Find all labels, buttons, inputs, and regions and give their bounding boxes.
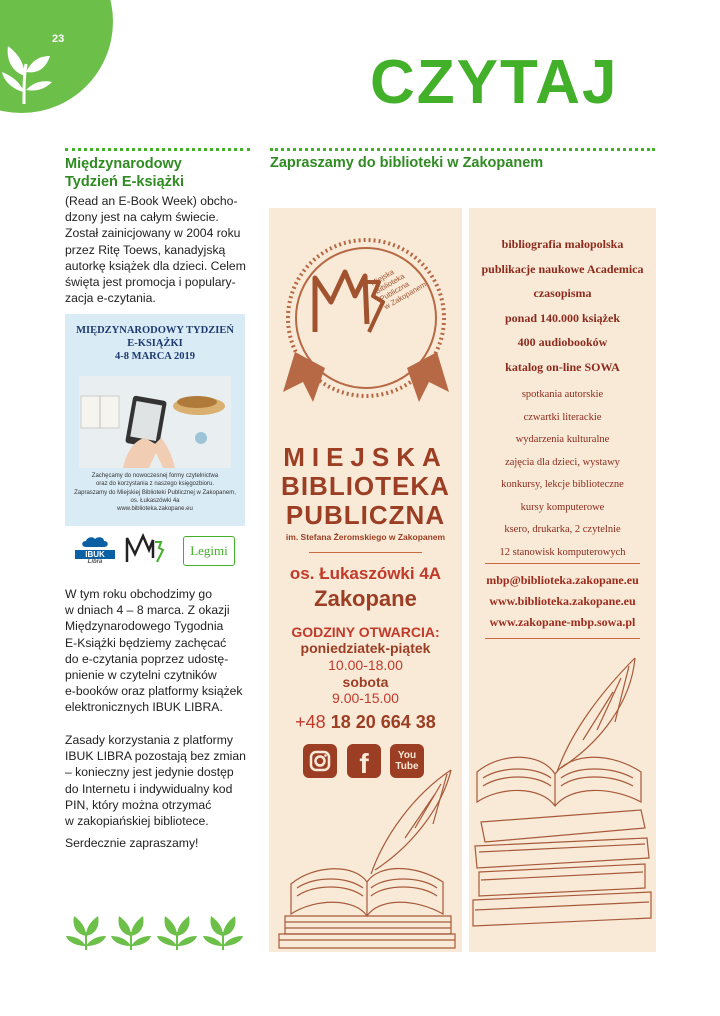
stacked-books-illustration (471, 652, 655, 948)
library-city: Zakopane (314, 586, 417, 611)
catalog-link[interactable]: www.zakopane-mbp.sowa.pl (489, 615, 636, 629)
library-patron: im. Stefana Żeromskiego w Zakopanem (285, 532, 446, 542)
library-heading: Zapraszamy do biblioteki w Zakopanem (270, 155, 544, 171)
service-item: zajęcia dla dzieci, wystawy (505, 456, 620, 468)
phone-number (269, 712, 462, 733)
reader-photo (79, 376, 231, 468)
service-item: ponad 140.000 książek (504, 310, 621, 325)
legimi-logo: Legimi (183, 536, 235, 566)
library-name-line3: PUBLICZNA (285, 500, 446, 530)
email-link[interactable]: mbp@biblioteka.zakopane.eu (486, 573, 639, 587)
ebook-week-poster (65, 314, 245, 574)
poster-title (65, 324, 245, 363)
service-item: 12 stanowisk komputerowych (499, 546, 626, 558)
panel2-divider (485, 563, 640, 564)
open-book-illustration (275, 764, 459, 950)
service-item: katalog on-line SOWA (505, 359, 620, 374)
section-title: CZYTAJ (370, 48, 619, 117)
facebook-icon[interactable]: f (347, 744, 381, 778)
intro-paragraph: (Read an E-Book Week) obcho- dzony jest na całym świecie. Został zainicjowany w 2004 roku przez Ritę Toews, kanadyjską autorkę książek dla dzieci. Celem święta jest promocja i populary- zacja e-czytania. (65, 194, 246, 306)
poster-body: Zachęcamy do nowoczesnej formy czytelnictwa oraz do korzystania z naszego księgozbioru. Zapraszamy do Miejskiej Biblioteki Publicznej w Zakopanem, os. Łukaszówki 4a www.biblioteka.zakopane.eu (74, 473, 236, 513)
services-list-bold (469, 232, 656, 379)
article-heading: Międzynarodowy Tydzień E-książki (65, 156, 184, 190)
page-number: 23 (52, 33, 65, 45)
service-item: czwartki literackie (523, 411, 602, 423)
service-item: wydarzenia kulturalne (515, 434, 610, 445)
panel2-divider-bottom (485, 638, 640, 639)
website-link[interactable]: www.biblioteka.zakopane.eu (489, 594, 636, 608)
service-item: kursy komputerowe (520, 501, 605, 513)
leaf-icon (0, 36, 52, 106)
weekdays-label: poniedziatek-piątek (300, 640, 431, 656)
service-item: bibliografia małopolska (501, 237, 624, 251)
poster-title-line2: E-KSIĄŻKI (127, 338, 183, 349)
sprout-icon (66, 912, 106, 952)
ibuk-label: IBUK (75, 550, 115, 559)
service-item: publikacje naukowe Academica (481, 261, 644, 276)
ibuk-logo (75, 536, 115, 564)
service-item: spotkania autorskie (521, 389, 604, 400)
phone-digits: 18 20 664 38 (330, 712, 436, 732)
poster-title-line1: MIĘDZYNARODOWY TYDZIEŃ (76, 325, 234, 336)
service-item: 400 audiobooków (517, 335, 608, 349)
service-item: konkursy, lekcje biblioteczne (501, 479, 624, 490)
library-name-line1: MIEJSKA (283, 442, 448, 472)
library-services-panel (469, 208, 656, 952)
youtube-label-top: You (397, 750, 417, 761)
saturday-hours: 9.00-15.00 (332, 690, 399, 706)
cloud-icon (81, 536, 109, 548)
services-list-regular (469, 384, 656, 564)
service-item: czasopisma (533, 286, 592, 300)
phone-prefix: +48 (295, 712, 326, 732)
seal-text: Miejska Biblioteka Publiczna w Zakopanem (369, 267, 428, 312)
rules-paragraph: Zasady korzystania z platformy IBUK LIBRA pozostają bez zmian – konieczny jest jedynie dostęp do Internetu i indywidualny kod PIN, który można otrzymać w zakopiańskiej bibliotece. (65, 733, 246, 829)
poster-title-line3: 4-8 MARCA 2019 (115, 351, 195, 362)
youtube-label-bottom: Tube (395, 761, 419, 772)
dates-paragraph: W tym roku obchodzimy go w dniach 4 – 8 marca. Z okazji Międzynarodowego Tygodnia E-Książki będziemy zachęcać do e-czytania poprzez udostę- pnienie w czytelni czytników e-booków oraz platformy książek elektronicznych IBUK LIBRA. (65, 587, 243, 715)
ibuk-sub: Libra (87, 559, 103, 565)
saturday-label: sobota (342, 674, 389, 690)
panel1-divider (309, 552, 422, 553)
library-name-line2: BIBLIOTEKA (281, 471, 450, 501)
contact-list (469, 570, 656, 633)
service-item: ksero, drukarka, 2 czytelnie (504, 524, 621, 535)
sprout-icon (203, 912, 243, 952)
library-info-panel (269, 208, 462, 952)
library-address: os. Łukaszówki 4A (289, 564, 442, 583)
poster-logos (65, 526, 245, 574)
sprout-icon (111, 912, 151, 952)
divider-right (270, 148, 655, 151)
hours-title: GODZINY OTWARCIA: (291, 624, 440, 640)
divider-left (65, 148, 250, 151)
weekdays-hours: 10.00-18.00 (328, 657, 403, 673)
invitation-text: Serdecznie zapraszamy! (65, 836, 199, 850)
sprout-icon (157, 912, 197, 952)
library-logo-icon (123, 532, 173, 568)
